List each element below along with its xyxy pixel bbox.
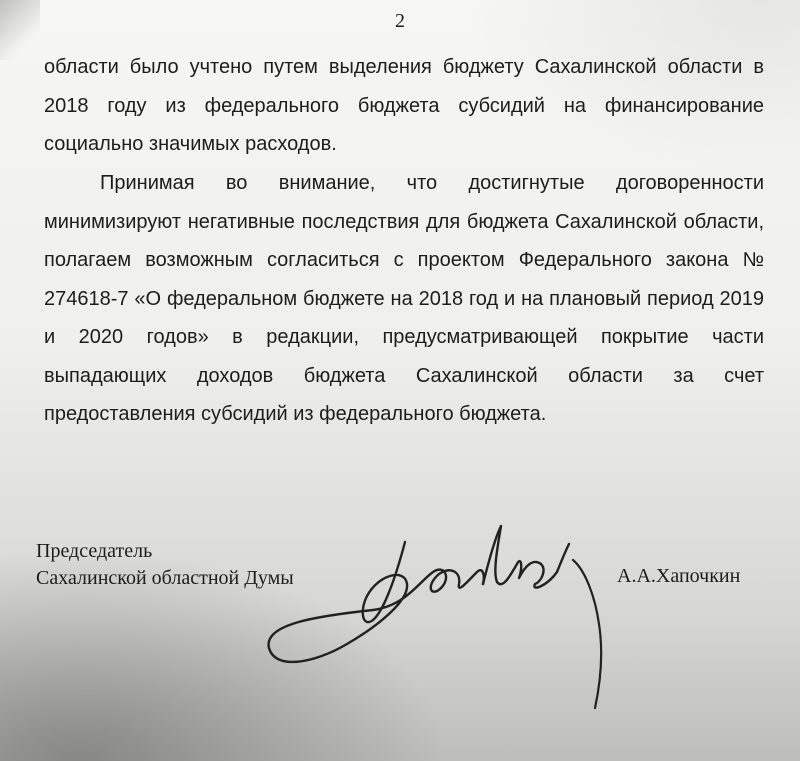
- paragraph-2: Принимая во внимание, что достигнутые договоренности минимизируют негативные последствия для бюджета Сахалинской области, полагаем возможным согласиться с проектом Федерального закона № 274618-7 «О федеральном бюджете на 2018 год и на плановый период 2019 и 2020 годов» в редакции, предусматривающей покрытие части выпадающих доходов бюджета Сахалинской области за счет предоставления субсидий из федерального бюджета.: [44, 172, 764, 425]
- paragraph-1: области было учтено путем выделения бюджету Сахалинской области в 2018 году из федерального бюджета субсидий на финансирование социально значимых расходов.: [44, 56, 764, 155]
- signatory-title-line1: Председатель: [36, 540, 153, 562]
- signatory-title-line2: Сахалинской областной Думы: [36, 567, 294, 589]
- page-number: 2: [395, 10, 405, 32]
- signatory-name: А.А.Хапочкин: [617, 565, 741, 587]
- handwritten-signature: [255, 520, 615, 720]
